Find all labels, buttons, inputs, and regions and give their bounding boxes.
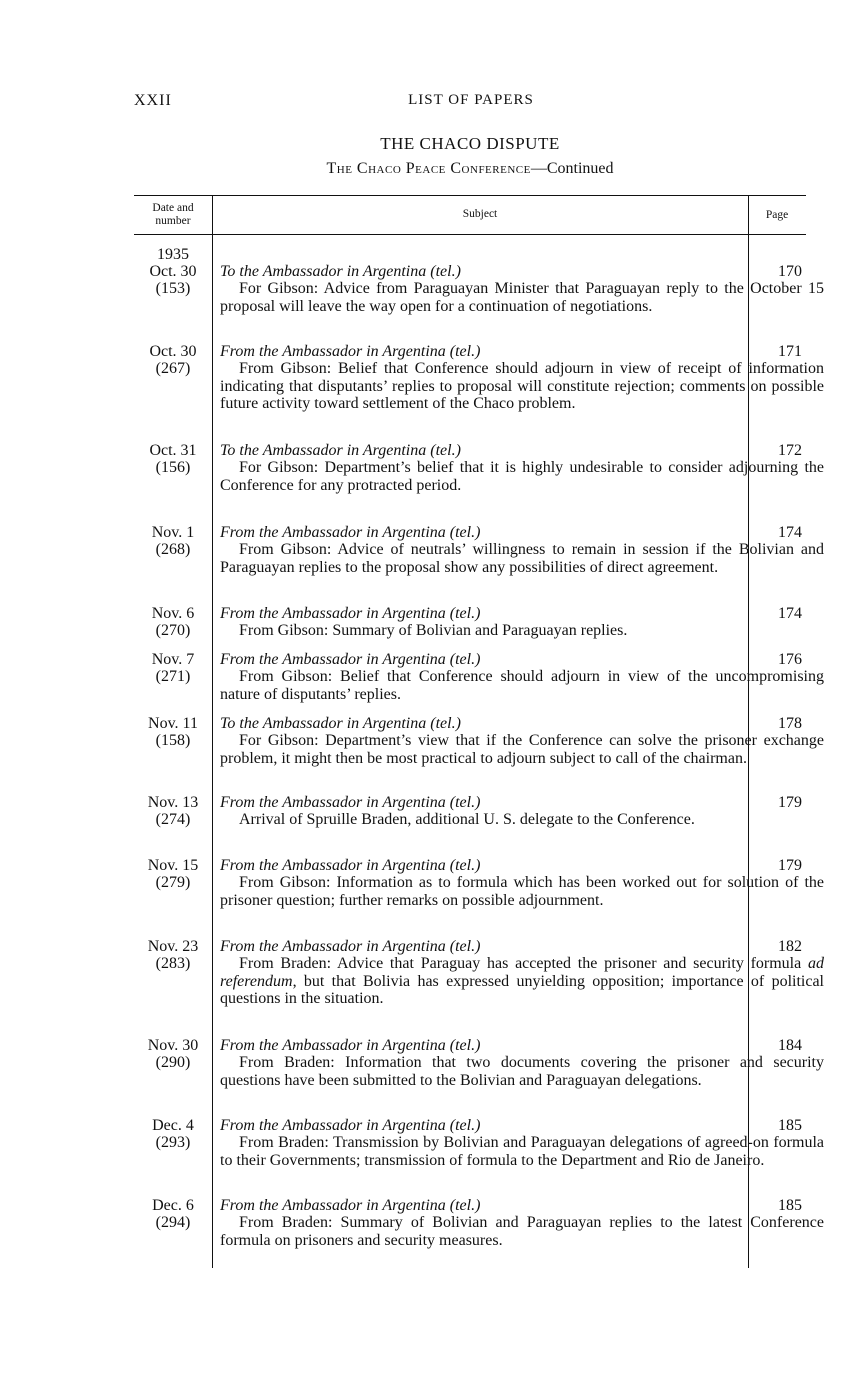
page-folio: XXII <box>134 92 172 109</box>
addressee: From the Ambassador in Argentina (tel.) <box>220 651 481 668</box>
entry-number: (270) <box>155 622 191 639</box>
date-text: Nov. 13 <box>147 794 199 811</box>
entry-page: 179 <box>778 857 802 874</box>
entry-date <box>134 442 212 476</box>
summary: Arrival of Spruille Braden, additional U. S. delegate to the Conference. <box>239 811 695 829</box>
summary: From Gibson: Belief that Conference should adjourn in view of the uncompromising nature of disputants’ replies. <box>220 668 824 703</box>
addressee: To the Ambassador in Argentina (tel.) <box>220 442 461 459</box>
date-text: Oct. 30 <box>149 343 197 360</box>
entry-date <box>134 343 212 377</box>
entry-page: 185 <box>778 1197 802 1214</box>
entry-subject <box>220 1117 824 1169</box>
date-text: Nov. 15 <box>147 857 199 874</box>
entry-number: (279) <box>155 874 191 891</box>
running-title: LIST OF PAPERS <box>408 92 534 108</box>
entry-page: 172 <box>778 442 802 459</box>
entry-number: (153) <box>155 280 191 297</box>
addressee: From the Ambassador in Argentina (tel.) <box>220 1037 481 1054</box>
entry-subject <box>220 524 824 576</box>
entry-page: 182 <box>778 938 802 955</box>
entry-subject <box>220 442 824 494</box>
entry-number: (283) <box>155 955 191 972</box>
entry-date <box>134 605 212 639</box>
entry-number: (274) <box>155 811 191 828</box>
entry-date <box>134 794 212 828</box>
addressee: From the Ambassador in Argentina (tel.) <box>220 524 481 541</box>
entry-date <box>134 524 212 558</box>
date-text: Nov. 7 <box>151 651 195 668</box>
summary: From Gibson: Summary of Bolivian and Paraguayan replies. <box>239 622 628 640</box>
entry-date <box>134 1117 212 1151</box>
entry-subject <box>220 715 824 767</box>
entry-page: 179 <box>778 794 802 811</box>
entry-number: (294) <box>155 1214 191 1231</box>
entry-date <box>134 938 212 972</box>
entry-subject <box>220 343 824 412</box>
date-text: Nov. 30 <box>147 1037 199 1054</box>
year-label: 1935 <box>157 246 189 263</box>
column-header-date: Date and number <box>152 202 194 227</box>
addressee: From the Ambassador in Argentina (tel.) <box>220 605 481 622</box>
summary: From Gibson: Information as to formula which has been worked out for solution of the prisoner question; further remarks on possible adjournment. <box>220 874 824 909</box>
addressee: From the Ambassador in Argentina (tel.) <box>220 1117 481 1134</box>
entry-page: 176 <box>778 651 802 668</box>
column-header-subject: Subject <box>462 208 498 220</box>
entry-page: 170 <box>778 263 802 280</box>
entry-number: (271) <box>155 668 191 685</box>
entry-date <box>134 1037 212 1071</box>
entry-date <box>134 651 212 685</box>
addressee: From the Ambassador in Argentina (tel.) <box>220 343 481 360</box>
entry-subject <box>220 794 824 829</box>
summary: From Braden: Advice that Paraguay has accepted the prisoner and security formula ad referendum, but that Bolivia has expressed unyielding opposition; importance of political questions in the situation. <box>220 955 824 1007</box>
subsection-suffix: —Continued <box>530 160 614 177</box>
summary: From Braden: Summary of Bolivian and Paraguayan replies to the latest Conference formula on prisoners and security measures. <box>220 1214 824 1249</box>
date-text: Nov. 1 <box>151 524 195 541</box>
entry-page: 171 <box>778 343 802 360</box>
date-text: Oct. 31 <box>149 442 197 459</box>
entry-page: 174 <box>778 524 802 541</box>
summary: From Braden: Transmission by Bolivian and Paraguayan delegations of agreed-on formula to their Governments; transmission of formula to the Department and Rio de Janeiro. <box>220 1134 824 1169</box>
date-text: Dec. 6 <box>152 1197 194 1214</box>
summary: For Gibson: Department’s belief that it is highly undesirable to consider adjourning the Conference for any protracted period. <box>220 459 824 494</box>
date-text: Oct. 30 <box>149 263 197 280</box>
subsection-title <box>134 160 806 178</box>
running-header <box>134 92 806 112</box>
entry-subject <box>220 651 824 703</box>
section-title: THE CHACO DISPUTE <box>380 134 560 153</box>
addressee: To the Ambassador in Argentina (tel.) <box>220 715 461 732</box>
addressee: To the Ambassador in Argentina (tel.) <box>220 263 461 280</box>
entry-subject <box>220 938 824 1007</box>
entry-page: 185 <box>778 1117 802 1134</box>
column-header-page: Page <box>765 209 789 221</box>
table-header-rule <box>134 234 806 235</box>
summary: From Gibson: Belief that Conference should adjourn in view of receipt of information indicating that disputants’ replies to proposal will constitute rejection; comments on possible future activity toward settlement of the Chaco problem. <box>220 360 824 412</box>
summary: For Gibson: Department’s view that if the Conference can solve the prisoner exchange problem, it might then be most practical to adjourn subject to call of the chairman. <box>220 732 824 767</box>
addressee: From the Ambassador in Argentina (tel.) <box>220 794 481 811</box>
date-text: Nov. 11 <box>148 715 198 732</box>
papers-table <box>134 195 824 1268</box>
entry-number: (290) <box>155 1054 191 1071</box>
table-top-rule <box>134 195 806 196</box>
summary: For Gibson: Advice from Paraguayan Minister that Paraguayan reply to the October 15 proposal will leave the way open for a continuation of negotiations. <box>220 280 824 315</box>
entry-subject <box>220 263 824 315</box>
column-divider-date <box>212 195 213 1268</box>
entry-date <box>134 1197 212 1231</box>
entry-page: 174 <box>778 605 802 622</box>
entry-number: (156) <box>155 459 191 476</box>
entry-subject <box>220 605 824 640</box>
addressee: From the Ambassador in Argentina (tel.) <box>220 938 481 955</box>
entry-subject <box>220 857 824 909</box>
entry-date <box>134 857 212 891</box>
date-text: Dec. 4 <box>152 1117 194 1134</box>
entry-subject <box>220 1197 824 1249</box>
date-text: Nov. 23 <box>147 938 199 955</box>
entry-date <box>134 715 212 749</box>
entry-number: (158) <box>155 732 191 749</box>
summary: From Braden: Information that two documents covering the prisoner and security questions have been submitted to the Bolivian and Paraguayan delegations. <box>220 1054 824 1089</box>
entry-number: (268) <box>155 541 191 558</box>
entry-number: (267) <box>155 360 191 377</box>
entry-page: 178 <box>778 715 802 732</box>
entry-subject <box>220 1037 824 1089</box>
entry-date <box>134 263 212 297</box>
date-text: Nov. 6 <box>151 605 195 622</box>
entry-page: 184 <box>778 1037 802 1054</box>
entry-number: (293) <box>155 1134 191 1151</box>
subsection-name: The Chaco Peace Conference <box>326 160 531 177</box>
addressee: From the Ambassador in Argentina (tel.) <box>220 857 481 874</box>
addressee: From the Ambassador in Argentina (tel.) <box>220 1197 481 1214</box>
summary: From Gibson: Advice of neutrals’ willingness to remain in session if the Bolivian and Paraguayan replies to the proposal show any possibilities of direct agreement. <box>220 541 824 576</box>
